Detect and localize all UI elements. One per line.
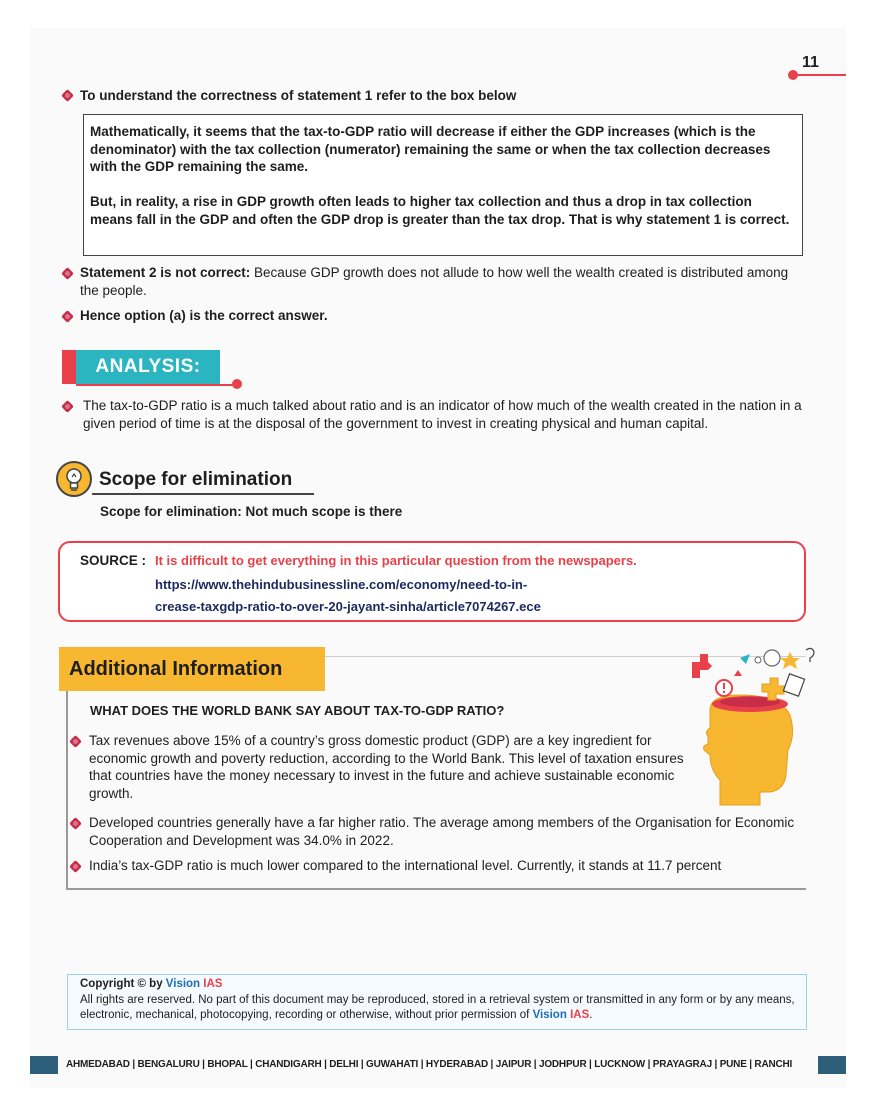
scope-underline — [92, 493, 314, 495]
additional-heading: Additional Information — [59, 647, 325, 691]
copyright-title — [80, 978, 222, 990]
analysis-heading: ANALYSIS: — [76, 350, 220, 384]
additional-bullet-3: India’s tax-GDP ratio is much lower compared to the international level. Currently, it stands at 11.7 percent — [89, 858, 722, 873]
copyright-prefix: Copyright © by — [80, 978, 166, 990]
scope-text: Scope for elimination: Not much scope is there — [100, 504, 403, 519]
statement2-text — [80, 264, 800, 299]
statement2-body: Because GDP growth does not allude to how well the wealth created is distributed among the people. — [80, 265, 789, 298]
explanation-box — [83, 114, 803, 256]
intro-bullet-text: To understand the correctness of statement 1 refer to the box below — [80, 88, 517, 103]
source-link-line-1[interactable]: https://www.thehindubusinessline.com/economy/need-to-in- — [155, 577, 528, 592]
copyright-text — [80, 993, 802, 1022]
footer-cities: AHMEDABAD | BENGALURU | BHOPAL | CHANDIGARH | DELHI | GUWAHATI | HYDERABAD | JAIPUR | JODHPUR | LUCKNOW | PRAYAGRAJ | PUNE | RANCHI — [66, 1059, 793, 1070]
analysis-accent-bar — [62, 350, 76, 384]
source-note: It is difficult to get everything in this particular question from the newspapers. — [155, 553, 637, 568]
brand-ias: IAS — [570, 1008, 590, 1021]
scope-heading: Scope for elimination — [99, 469, 293, 490]
brand-ias: IAS — [203, 978, 223, 990]
statement2-label: Statement 2 is not correct: — [80, 265, 251, 280]
analysis-underline — [76, 384, 236, 386]
analysis-dot — [232, 379, 242, 389]
additional-bullet-2: Developed countries generally have a far higher ratio. The average among members of the Organisation for Economic Cooperation and Development was 34.0% in 2022. — [89, 815, 795, 848]
brand-vision: Vision — [165, 978, 201, 990]
copyright-end: . — [589, 1008, 593, 1021]
footer-block-right — [818, 1056, 846, 1074]
brand-vision: Vision — [532, 1008, 567, 1021]
thinking-head-illustration — [680, 640, 820, 810]
lightbulb-icon — [56, 461, 92, 497]
page-number: 11 — [802, 54, 819, 71]
source-link-line-2[interactable]: crease-taxgdp-ratio-to-over-20-jayant-sinha/article7074267.ece — [155, 599, 541, 614]
source-label: SOURCE : — [80, 553, 147, 568]
box-paragraph-1: Mathematically, it seems that the tax-to-GDP ratio will decrease if either the GDP increases (which is the denominator) with the tax collection (numerator) remaining the same or when the tax collection decreases with the GDP remaining the same. — [90, 124, 771, 174]
footer-block-left — [30, 1056, 58, 1074]
additional-question: WHAT DOES THE WORLD BANK SAY ABOUT TAX-TO-GDP RATIO? — [90, 703, 505, 718]
box-paragraph-2: But, in reality, a rise in GDP growth often leads to higher tax collection and thus a drop in tax collection means fall in the GDP and often the GDP drop is greater than the tax drop. That is why statement 1 is correct. — [90, 194, 790, 227]
answer-text: Hence option (a) is the correct answer. — [80, 308, 328, 323]
analysis-text: The tax-to-GDP ratio is a much talked about ratio and is an indicator of how much of the wealth created in the nation in a given period of time is at the disposal of the government to invest in creating physical and human capital. — [83, 398, 802, 431]
page-number-line — [796, 74, 846, 76]
additional-bullet-1: Tax revenues above 15% of a country’s gross domestic product (GDP) are a key ingredient for economic growth and poverty reduction, according to the World Bank. This level of taxation ensures that countries have the money necessary to invest in the future and achieve sustainable economic growth. — [89, 733, 684, 801]
additional-frame-bottom — [66, 888, 806, 890]
copyright-body: All rights are reserved. No part of this document may be reproduced, stored in a retrieval system or transmitted in any form or by any means, electronic, mechanical, photocopying, recording or otherwise, without prior permission of — [80, 994, 795, 1021]
